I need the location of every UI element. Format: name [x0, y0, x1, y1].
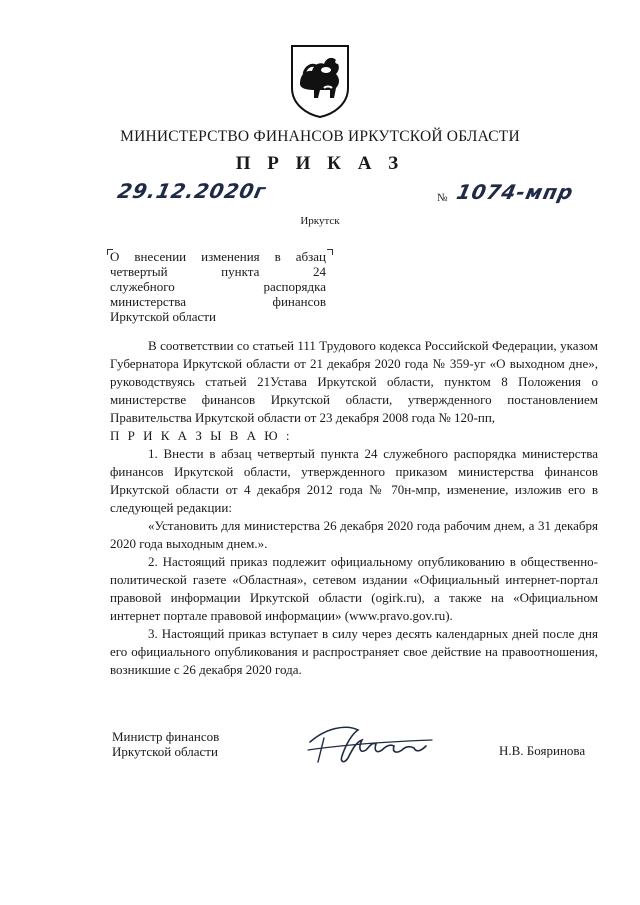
signer-position-line: Министр финансов	[112, 729, 220, 744]
subject-corner-right	[327, 249, 333, 255]
subject-line: министерства финансов	[110, 294, 326, 309]
order-item-1-quote: «Установить для министерства 26 декабря 2020 года рабочим днем, а 31 декабря 2020 года выходным днем.».	[110, 518, 598, 551]
order-item-2: 2. Настоящий приказ подлежит официальному опубликованию в общественно-политической газете «Областная», сетевом издании «Официальный интернет-портал правовой информации Иркутской области (ogirk.ru), а также на «Официальном интернет портале правовой информации» (www.pravo.gov.ru).	[110, 554, 598, 623]
ministry-name: МИНИСТЕРСТВО ФИНАНСОВ ИРКУТСКОЙ ОБЛАСТИ	[120, 128, 520, 145]
subject-line: Иркутской области	[110, 309, 216, 324]
handwritten-signature	[306, 720, 436, 770]
order-item-3: 3. Настоящий приказ вступает в силу через десять календарных дней после дня его официального опубликования и распространяет свое действие на правоотношения, возникшие с 26 декабря 2020 года.	[110, 626, 598, 677]
number-sign: №	[437, 192, 448, 204]
subject-line: четвертый пункта 24	[110, 264, 326, 279]
signer-name: Н.В. Бояринова	[499, 743, 586, 758]
document-type-title: П Р И К А З	[235, 153, 405, 174]
order-body	[110, 337, 598, 679]
signer-position	[112, 729, 219, 759]
coat-of-arms-icon	[290, 44, 350, 118]
preamble-paragraph: В соответствии со статьей 111 Трудового кодекса Российской Федерации, указом Губернатора Иркутской области от 21 декабря 2020 года № 359-уг «О выходном дне», руководствуясь статьей 21Устава Иркутской области, пунктом 8 Положения о министерстве финансов Иркутской области, утвержденного постановлением Правительства Иркутской области от 23 декабря 2008 года № 120-пп,	[110, 338, 598, 425]
subject-line: О внесении изменения в абзац	[110, 249, 326, 264]
order-date: 29.12.2020г	[115, 179, 269, 203]
city-name: Иркутск	[300, 215, 340, 227]
order-subject	[110, 249, 326, 324]
subject-line: служебного распорядка	[110, 279, 326, 294]
order-item-1: 1. Внести в абзац четвертый пункта 24 служебного распорядка министерства финансов Иркутской области, утвержденного приказом министерства финансов Иркутской области от 4 декабря 2012 года № 70н-мпр, изменение, изложив его в следующей редакции:	[110, 446, 598, 515]
order-word: П Р И К А З Ы В А Ю :	[110, 428, 292, 443]
order-number: 1074-мпр	[454, 180, 577, 204]
signer-position-line: Иркутской области	[112, 744, 218, 759]
